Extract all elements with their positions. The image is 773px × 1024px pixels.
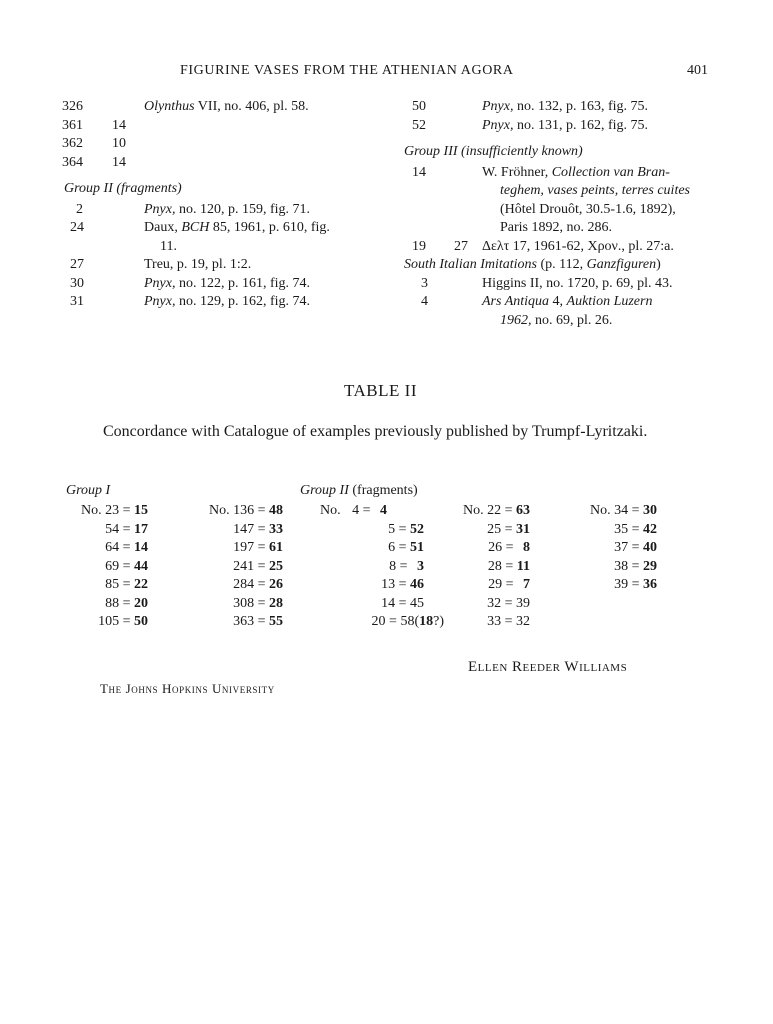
left-column [62,98,402,312]
concordance-column-3 [320,502,444,632]
list-item-continuation: (Hôtel Drouôt, 30.5-1.6, 1892), [500,201,676,217]
list-item [62,219,402,238]
group-heading: South Italian Imitations (p. 112, Ganzfiguren) [404,257,661,272]
concordance-entry: 64 = 14 [105,540,148,555]
catalogue-number: 364 [62,154,83,170]
reference: W. Fröhner, Collection van Bran- [482,164,670,180]
concordance-entry: 147 = 33 [233,521,283,537]
catalogue-number: 362 [62,136,83,151]
catalogue-number: 19 [412,238,426,254]
reference: Daux, BCH 85, 1961, p. 610, fig. [144,220,330,235]
concordance-entry: 37 = 40 [614,540,657,555]
catalogue-number: 14 [412,164,426,180]
concordance-entry: 20 = 58(18?) [371,614,444,629]
concordance-entry: 69 = 44 [105,558,148,574]
list-item [62,154,402,173]
list-item [62,117,402,136]
concordance-entry: 8 = 3 [389,558,424,574]
reference: Ars Antiqua 4, Auktion Luzern [482,294,653,309]
list-item [404,164,724,183]
concordance-entry: 32 = 39 [487,595,530,611]
concordance-entry: 28 = 11 [487,558,530,574]
list-item [404,117,724,136]
reference: Pnyx, no. 120, p. 159, fig. 71. [144,201,311,217]
catalogue-number: 4 [421,294,428,309]
concordance-entry: No. 4 = 4 [320,503,388,518]
group-heading: Group II (fragments) [64,181,182,196]
concordance-entry: No. 22 = 63 [462,503,530,518]
catalogue-number: 27 [70,257,84,272]
right-column [404,98,724,330]
reference: Pnyx, no. 132, p. 163, fig. 75. [482,99,649,114]
concordance-entry: 38 = 29 [614,558,657,574]
running-header-title: FIGURINE VASES FROM THE ATHENIAN AGORA [180,63,514,78]
concordance-entry: 39 = 36 [614,577,657,592]
catalogue-number: 30 [70,275,84,291]
catalogue-number: 24 [70,220,84,235]
table-title: TABLE II [344,381,417,400]
concordance-entry: 363 = 55 [233,614,283,629]
catalogue-number: 31 [70,294,84,309]
list-item [404,293,724,312]
concordance-entry: 29 = 7 [488,577,530,592]
author-affiliation: The Johns Hopkins University [100,681,275,696]
concordance-column-5 [575,502,657,595]
catalogue-number: 50 [412,99,426,114]
list-item [404,98,724,117]
reference: Pnyx, no. 122, p. 161, fig. 74. [144,275,311,291]
concordance-entry: 284 = 26 [233,577,283,592]
list-item-continuation: Paris 1892, no. 286. [500,220,612,235]
concordance-entry: 54 = 17 [105,521,148,537]
secondary-number: 14 [112,154,126,170]
list-item-continuation: 1962, no. 69, pl. 26. [500,312,613,328]
concordance-column-2 [193,502,283,632]
list-item [62,201,402,220]
list-item [62,293,402,312]
author-signature: Ellen Reeder Williams [468,659,628,675]
concordance-entry: 308 = 28 [233,595,283,611]
secondary-number: 27 [454,238,468,254]
page-number: 401 [687,63,708,78]
list-item [62,275,402,294]
concordance-entry: 26 = 8 [488,540,530,555]
concordance-entry: 241 = 25 [233,558,283,574]
concordance-entry: 14 = 45 [381,595,424,611]
list-item [62,98,402,117]
reference: Treu, p. 19, pl. 1:2. [144,257,252,272]
reference: Pnyx, no. 131, p. 162, fig. 75. [482,117,649,133]
concordance-entry: No. 34 = 30 [589,503,657,518]
concordance-column-1 [66,502,148,632]
concordance-entry: 13 = 46 [381,577,424,592]
reference: Higgins II, no. 1720, p. 69, pl. 43. [482,275,673,291]
concordance-entry: 35 = 42 [614,521,657,537]
concordance-entry: 197 = 61 [233,540,283,555]
concordance-entry: 5 = 52 [388,521,424,537]
list-item [62,135,402,154]
list-item [404,238,724,257]
secondary-number: 14 [112,117,126,133]
concordance-entry: 6 = 51 [388,540,424,555]
concordance-entry: No. 23 = 15 [80,503,148,518]
reference: Δελτ 17, 1961-62, Χρον., pl. 27:a. [482,238,674,254]
reference: Pnyx, no. 129, p. 162, fig. 74. [144,294,311,309]
group-heading: Group III (insufficiently known) [404,144,583,159]
concordance-column-4 [448,502,530,632]
catalogue-number: 52 [412,117,426,133]
list-item-continuation: teghem, vases peints, terres cuites [500,183,690,198]
list-item [404,275,724,294]
table-caption: Concordance with Catalogue of examples previously published by Trumpf-Lyritzaki. [103,423,648,440]
catalogue-number: 3 [421,275,428,291]
group-ii-heading: Group II (fragments) [300,483,418,498]
concordance-entry: 25 = 31 [487,521,530,537]
secondary-number: 10 [112,136,126,151]
concordance-entry: 85 = 22 [105,577,148,592]
concordance-entry: 88 = 20 [105,595,148,611]
catalogue-number: 326 [62,99,83,114]
concordance-entry: 105 = 50 [98,614,148,629]
concordance-entry: 33 = 32 [487,614,530,629]
list-item [62,256,402,275]
catalogue-number: 361 [62,117,83,133]
reference: Olynthus VII, no. 406, pl. 58. [144,99,309,114]
group-i-heading: Group I [66,483,111,498]
catalogue-number: 2 [76,201,83,217]
concordance-entry: No. 136 = 48 [208,503,283,518]
list-item-continuation: 11. [160,238,177,254]
